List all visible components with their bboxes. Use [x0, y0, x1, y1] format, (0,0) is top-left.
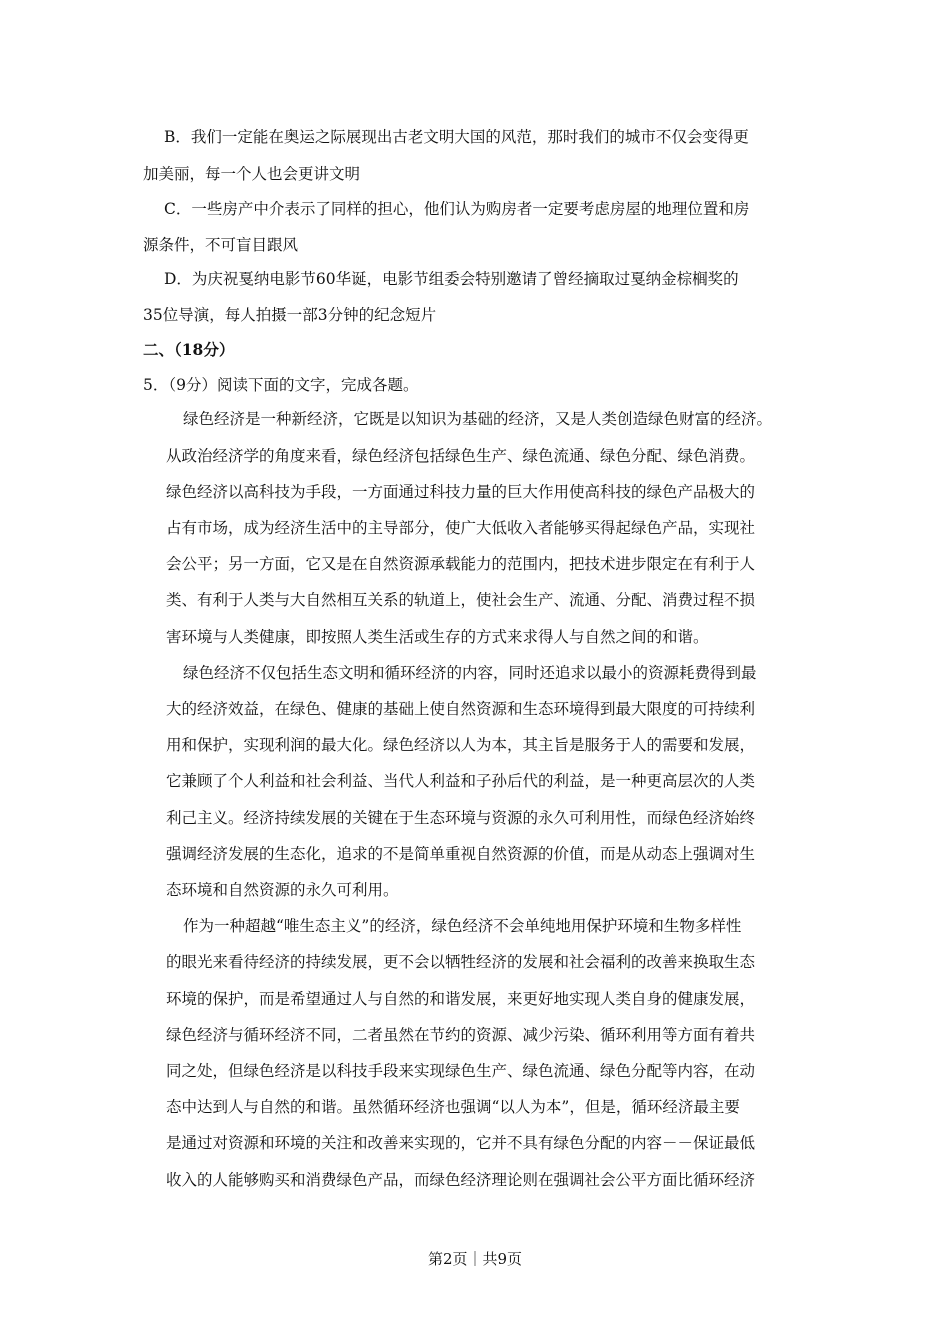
section-heading: 二、（18分）: [143, 340, 235, 359]
passage-p2-line-1: 绿色经济不仅包括生态文明和循环经济的内容，同时还追求以最小的资源耗费得到最: [183, 664, 757, 682]
passage-p2-line-7: 态环境和自然资源的永久可利用。: [166, 881, 399, 899]
passage-p1-line-2: 从政治经济学的角度来看，绿色经济包括绿色生产、绿色流通、绿色分配、绿色消费。: [166, 447, 756, 465]
passage-p3-line-7: 是通过对资源和环境的关注和改善来实现的，它并不具有绿色分配的内容－－保证最低: [166, 1134, 756, 1152]
passage-p3-line-5: 同之处，但绿色经济是以科技手段来实现绿色生产、绿色流通、绿色分配等内容，在动: [166, 1062, 756, 1080]
question-title: 5．（9分）阅读下面的文字，完成各题。: [143, 376, 419, 394]
passage-p3-line-1: 作为一种超越“唯生态主义”的经济，绿色经济不会单纯地用保护环境和生物多样性: [183, 917, 742, 935]
passage-p1-line-1: 绿色经济是一种新经济，它既是以知识为基础的经济，又是人类创造绿色财富的经济。: [183, 410, 773, 428]
passage-p2-line-4: 它兼顾了个人利益和社会利益、当代人利益和子孙后代的利益，是一种更高层次的人类: [166, 772, 756, 790]
passage-p3-line-4: 绿色经济与循环经济不同，二者虽然在节约的资源、减少污染、循环利用等方面有着共: [166, 1026, 756, 1044]
option-c-line-2: 源条件，不可盲目跟风: [143, 236, 299, 254]
option-d-line-1: D．为庆祝戛纳电影节60华诞，电影节组委会特别邀请了曾经摘取过戛纳金棕榈奖的: [164, 270, 739, 288]
passage-p3-line-2: 的眼光来看待经济的持续发展，更不会以牺牲经济的发展和社会福利的改善来换取生态: [166, 953, 756, 971]
passage-p2-line-5: 利己主义。经济持续发展的关键在于生态环境与资源的永久可利用性，而绿色经济始终: [166, 809, 756, 827]
passage-p3-line-3: 环境的保护，而是希望通过人与自然的和谐发展，来更好地实现人类自身的健康发展，: [166, 990, 756, 1008]
page-footer: 第2页｜共9页: [427, 1250, 523, 1268]
option-b-line-2: 加美丽，每一个人也会更讲文明: [143, 165, 361, 183]
option-d-line-2: 35位导演，每人拍摄一部3分钟的纪念短片: [143, 306, 437, 324]
passage-p1-line-5: 会公平；另一方面，它又是在自然资源承载能力的范围内，把技术进步限定在有利于人: [166, 555, 756, 573]
option-c-line-1: C．一些房产中介表示了同样的担心，他们认为购房者一定要考虑房屋的地理位置和房: [164, 200, 750, 218]
passage-p1-line-6: 类、有利于人类与大自然相互关系的轨道上，使社会生产、流通、分配、消费过程不损: [166, 591, 756, 609]
passage-p1-line-7: 害环境与人类健康，即按照人类生活或生存的方式来求得人与自然之间的和谐。: [166, 628, 709, 646]
passage-p2-line-6: 强调经济发展的生态化，追求的不是简单重视自然资源的价值，而是从动态上强调对生: [166, 845, 756, 863]
passage-p3-line-6: 态中达到人与自然的和谐。虽然循环经济也强调“以人为本”，但是，循环经济最主要: [166, 1098, 740, 1116]
passage-p2-line-2: 大的经济效益，在绿色、健康的基础上使自然资源和生态环境得到最大限度的可持续利: [166, 700, 756, 718]
passage-p1-line-4: 占有市场，成为经济生活中的主导部分，使广大低收入者能够买得起绿色产品，实现社: [166, 519, 756, 537]
option-b-line-1: B．我们一定能在奥运之际展现出古老文明大国的风范，那时我们的城市不仅会变得更: [164, 128, 749, 146]
passage-p2-line-3: 用和保护，实现利润的最大化。绿色经济以人为本，其主旨是服务于人的需要和发展，: [166, 736, 756, 754]
passage-p1-line-3: 绿色经济以高科技为手段，一方面通过科技力量的巨大作用使高科技的绿色产品极大的: [166, 483, 756, 501]
passage-p3-line-8: 收入的人能够购买和消费绿色产品，而绿色经济理论则在强调社会公平方面比循环经济: [166, 1171, 756, 1189]
